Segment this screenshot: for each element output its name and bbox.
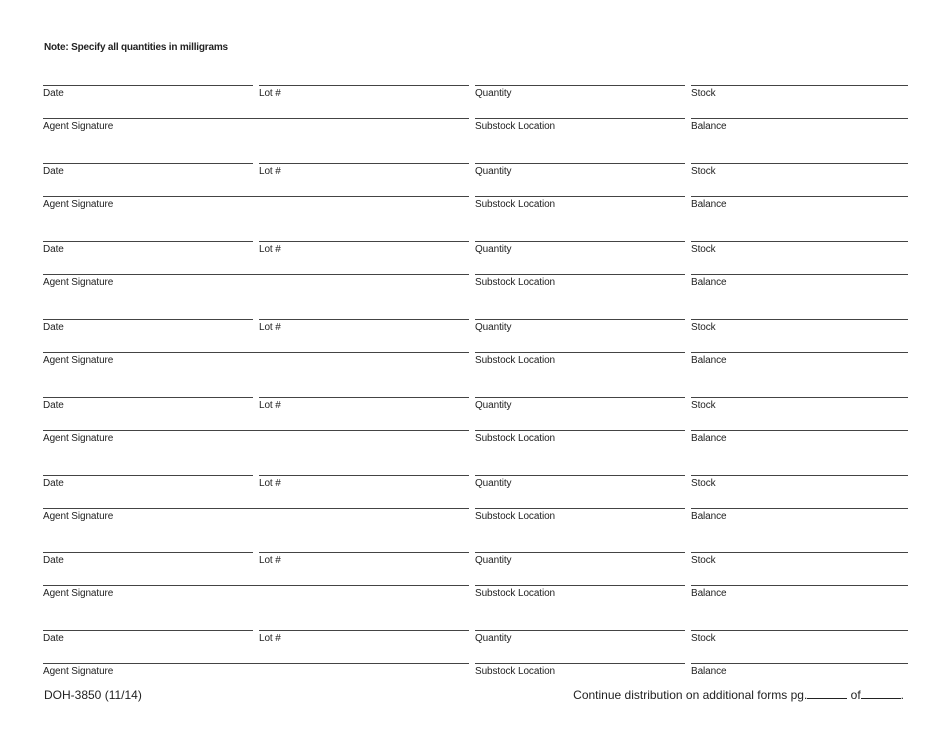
substock-location-field[interactable] — [475, 118, 685, 132]
agent-signature-field-label: Agent Signature — [43, 276, 114, 288]
quantity-field[interactable] — [475, 552, 685, 566]
stock-field-label: Stock — [691, 88, 716, 99]
agent-signature-field[interactable] — [43, 508, 469, 522]
stock-field-label: Stock — [691, 633, 716, 645]
lot-number-field[interactable] — [259, 241, 469, 255]
date-field[interactable] — [43, 241, 253, 255]
substock-location-field[interactable] — [475, 663, 685, 677]
quantity-field[interactable] — [475, 630, 685, 644]
distribution-entry — [43, 552, 908, 622]
balance-field[interactable] — [691, 663, 908, 677]
form-id: DOH-3850 (11/14) — [44, 688, 142, 702]
substock-location-field-label: Substock Location — [475, 666, 556, 678]
date-field-label: Date — [43, 321, 64, 333]
page-number-field[interactable] — [807, 688, 847, 699]
quantity-field-label: Quantity — [475, 633, 512, 645]
date-field[interactable] — [43, 163, 253, 177]
substock-location-field[interactable] — [475, 352, 685, 366]
date-field-label: Date — [43, 477, 64, 489]
quantity-field[interactable] — [475, 241, 685, 255]
substock-location-field[interactable] — [475, 274, 685, 288]
of-text: of — [850, 688, 861, 702]
distribution-entry — [43, 85, 908, 155]
date-field[interactable] — [43, 397, 253, 411]
balance-field-label: Balance — [691, 354, 727, 366]
distribution-entry — [43, 475, 908, 545]
agent-signature-field[interactable] — [43, 663, 469, 677]
lot-number-field[interactable] — [259, 319, 469, 333]
quantity-field-label: Quantity — [475, 165, 512, 177]
date-field-label: Date — [43, 165, 64, 177]
stock-field-label: Stock — [691, 321, 716, 333]
stock-field-label: Stock — [691, 555, 716, 567]
balance-field-label: Balance — [691, 432, 727, 444]
substock-location-field[interactable] — [475, 585, 685, 599]
date-field[interactable] — [43, 630, 253, 644]
lot-number-field-label: Lot # — [259, 243, 281, 255]
substock-location-field-label: Substock Location — [475, 198, 556, 210]
quantity-field-label: Quantity — [475, 88, 512, 99]
agent-signature-field[interactable] — [43, 352, 469, 366]
lot-number-field-label: Lot # — [259, 477, 281, 489]
agent-signature-field[interactable] — [43, 118, 469, 132]
balance-field-label: Balance — [691, 198, 727, 210]
substock-location-field[interactable] — [475, 196, 685, 210]
stock-field[interactable] — [691, 630, 908, 644]
date-field-label: Date — [43, 88, 64, 99]
substock-location-field-label: Substock Location — [475, 432, 556, 444]
date-field-label: Date — [43, 243, 64, 255]
lot-number-field[interactable] — [259, 85, 469, 99]
substock-location-field-label: Substock Location — [475, 510, 556, 522]
distribution-entry — [43, 241, 908, 311]
stock-field-label: Stock — [691, 477, 716, 489]
lot-number-field-label: Lot # — [259, 88, 281, 99]
stock-field[interactable] — [691, 475, 908, 489]
agent-signature-field-label: Agent Signature — [43, 121, 114, 132]
lot-number-field-label: Lot # — [259, 555, 281, 567]
stock-field[interactable] — [691, 397, 908, 411]
agent-signature-field-label: Agent Signature — [43, 354, 114, 366]
lot-number-field-label: Lot # — [259, 633, 281, 645]
distribution-entry — [43, 163, 908, 233]
agent-signature-field-label: Agent Signature — [43, 510, 114, 522]
quantity-field-label: Quantity — [475, 243, 512, 255]
agent-signature-field-label: Agent Signature — [43, 666, 114, 678]
balance-field-label: Balance — [691, 588, 727, 600]
balance-field[interactable] — [691, 585, 908, 599]
lot-number-field[interactable] — [259, 475, 469, 489]
balance-field[interactable] — [691, 508, 908, 522]
balance-field-label: Balance — [691, 121, 727, 132]
lot-number-field-label: Lot # — [259, 399, 281, 411]
lot-number-field-label: Lot # — [259, 321, 281, 333]
lot-number-field[interactable] — [259, 630, 469, 644]
stock-field-label: Stock — [691, 165, 716, 177]
substock-location-field[interactable] — [475, 430, 685, 444]
distribution-entry — [43, 319, 908, 389]
balance-field[interactable] — [691, 352, 908, 366]
substock-location-field-label: Substock Location — [475, 121, 556, 132]
continue-text: Continue distribution on additional forms pg. — [573, 688, 808, 702]
distribution-entry — [43, 397, 908, 467]
quantity-field[interactable] — [475, 163, 685, 177]
substock-location-field-label: Substock Location — [475, 276, 556, 288]
agent-signature-field-label: Agent Signature — [43, 432, 114, 444]
stock-field[interactable] — [691, 85, 908, 99]
date-field[interactable] — [43, 552, 253, 566]
quantity-field-label: Quantity — [475, 477, 512, 489]
lot-number-field[interactable] — [259, 397, 469, 411]
lot-number-field[interactable] — [259, 552, 469, 566]
balance-field-label: Balance — [691, 510, 727, 522]
quantity-field[interactable] — [475, 85, 685, 99]
stock-field[interactable] — [691, 163, 908, 177]
stock-field-label: Stock — [691, 399, 716, 411]
date-field-label: Date — [43, 399, 64, 411]
stock-field[interactable] — [691, 241, 908, 255]
balance-field[interactable] — [691, 196, 908, 210]
agent-signature-field[interactable] — [43, 196, 469, 210]
lot-number-field[interactable] — [259, 163, 469, 177]
substock-location-field-label: Substock Location — [475, 588, 556, 600]
page-total-field[interactable] — [861, 688, 901, 699]
date-field[interactable] — [43, 319, 253, 333]
agent-signature-field[interactable] — [43, 274, 469, 288]
stock-field[interactable] — [691, 552, 908, 566]
date-field-label: Date — [43, 633, 64, 645]
balance-field[interactable] — [691, 118, 908, 132]
lot-number-field-label: Lot # — [259, 165, 281, 177]
date-field[interactable] — [43, 85, 253, 99]
agent-signature-field-label: Agent Signature — [43, 198, 114, 210]
stock-field-label: Stock — [691, 243, 716, 255]
quantity-field[interactable] — [475, 397, 685, 411]
substock-location-field[interactable] — [475, 508, 685, 522]
continuation-line — [573, 688, 904, 702]
date-field-label: Date — [43, 555, 64, 567]
quantity-field-label: Quantity — [475, 555, 512, 567]
substock-location-field-label: Substock Location — [475, 354, 556, 366]
period: . — [900, 688, 904, 702]
date-field[interactable] — [43, 475, 253, 489]
agent-signature-field[interactable] — [43, 585, 469, 599]
form-note: Note: Specify all quantities in milligrams — [44, 42, 228, 53]
quantity-field[interactable] — [475, 319, 685, 333]
stock-field[interactable] — [691, 319, 908, 333]
balance-field[interactable] — [691, 274, 908, 288]
quantity-field-label: Quantity — [475, 399, 512, 411]
balance-field-label: Balance — [691, 666, 727, 678]
balance-field[interactable] — [691, 430, 908, 444]
quantity-field-label: Quantity — [475, 321, 512, 333]
quantity-field[interactable] — [475, 475, 685, 489]
agent-signature-field-label: Agent Signature — [43, 588, 114, 600]
balance-field-label: Balance — [691, 276, 727, 288]
agent-signature-field[interactable] — [43, 430, 469, 444]
